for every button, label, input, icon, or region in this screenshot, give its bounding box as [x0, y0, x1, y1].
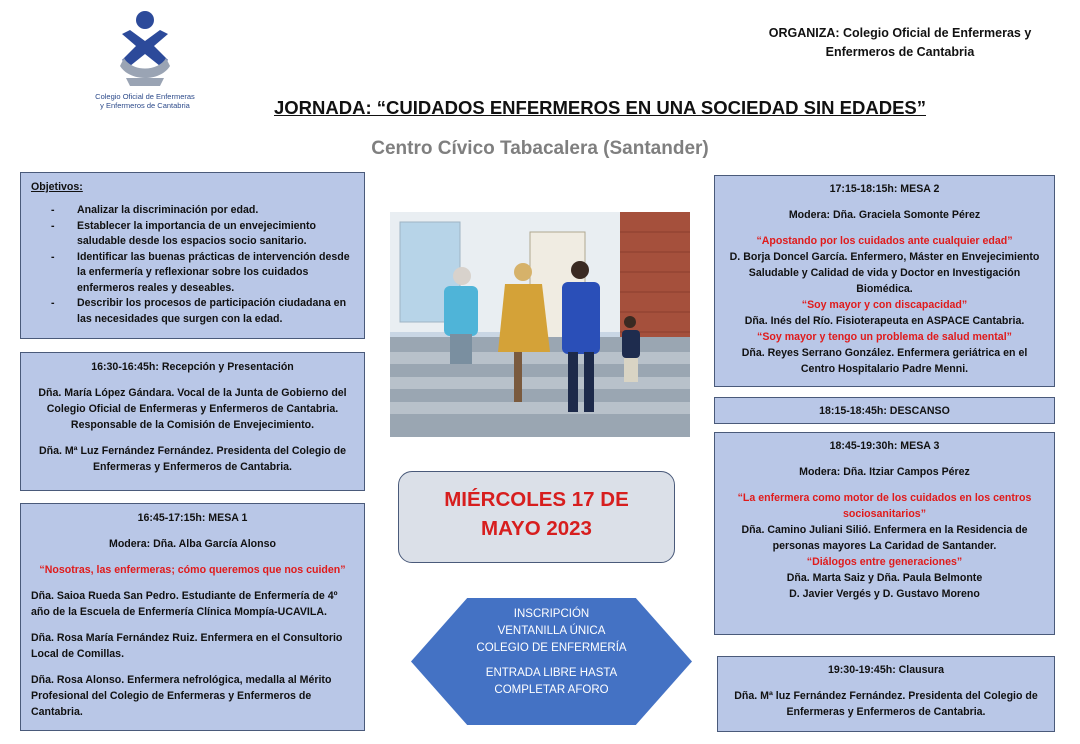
objectives-heading: Objetivos:	[31, 181, 83, 193]
mesa-1-speaker-2: Dña. Rosa María Fernández Ruiz. Enfermera en el Consultorio Local de Comillas.	[31, 632, 343, 660]
event-date-line-1: MIÉRCOLES 17 DE	[444, 488, 629, 511]
mesa-3-speaker-2a: Dña. Marta Saiz y Dña. Paula Belmonte	[786, 572, 983, 584]
mesa-2-topic-1: “Apostando por los cuidados ante cualquier edad”	[756, 235, 1013, 247]
registration-line-2: VENTANILLA ÚNICA	[497, 625, 606, 637]
mesa-1-moderator: Modera: Dña. Alba García Alonso	[109, 538, 276, 550]
event-date-line-2: MAYO 2023	[481, 517, 592, 540]
logo-line-1: Colegio Oficial de Enfermeras	[95, 92, 195, 101]
mesa-2-topic-2: “Soy mayor y con discapacidad”	[801, 299, 968, 311]
registration-hexagon	[411, 598, 692, 725]
reception-box	[20, 352, 365, 491]
organizer-line-1: ORGANIZA: Colegio Oficial de Enfermeras y	[768, 26, 1032, 40]
closing-speaker: Dña. Mª luz Fernández Fernández. Presidenta del Colegio de Enfermeras y Enfermeros de Cantabria.	[734, 690, 1038, 718]
closing-box	[717, 656, 1055, 732]
mesa-1-topic: “Nosotras, las enfermeras; cómo queremos que nos cuiden”	[39, 564, 346, 576]
mesa-3-heading: 18:45-19:30h: MESA 3	[829, 440, 940, 452]
objective-item: - Describir los procesos de participación ciudadana en las necesidades que surgen con la edad.	[31, 296, 354, 327]
registration-line-1: INSCRIPCIÓN	[513, 608, 590, 620]
mesa-3-topic-2: “Diálogos entre generaciones”	[806, 556, 963, 568]
registration-line-3: COLEGIO DE ENFERMERÍA	[476, 642, 627, 654]
organizer-line-2: Enfermeros de Cantabria	[825, 45, 975, 59]
mesa-2-speaker-1: D. Borja Doncel García. Enfermero, Máster en Envejecimiento Saludable y Calidad de vida y Doctor en Investigación Biomédica.	[729, 251, 1040, 295]
mesa-1-speaker-1: Dña. Saioa Rueda San Pedro. Estudiante de Enfermería de 4º año de la Escuela de Enfermería Clínica Mompía-UCAVILA.	[31, 590, 338, 618]
break-heading: 18:15-18:45h: DESCANSO	[819, 405, 950, 417]
mesa-2-topic-3: “Soy mayor y tengo un problema de salud mental”	[757, 331, 1012, 343]
mesa-3-speaker-1: Dña. Camino Juliani Silió. Enfermera en la Residencia de personas mayores La Caridad de Santander.	[741, 524, 1028, 552]
mesa-2-speaker-2: Dña. Inés del Río. Fisioterapeuta en ASPACE Cantabria.	[744, 315, 1025, 327]
organizer	[740, 24, 1060, 62]
reception-speaker-2: Dña. Mª Luz Fernández Fernández. Presidenta del Colegio de Enfermeras y Enfermeros de Cantabria.	[38, 445, 347, 473]
mesa-2-moderator: Modera: Dña. Graciela Somonte Pérez	[788, 209, 981, 221]
mesa-3-topic-1: “La enfermera como motor de los cuidados en los centros sociosanitarios”	[737, 492, 1032, 520]
mesa-3-speaker-2b: D. Javier Vergés y D. Gustavo Moreno	[789, 588, 980, 600]
objective-item: - Establecer la importancia de un envejecimiento saludable desde los espacios socio sanitario.	[31, 219, 354, 250]
mesa-1-heading: 16:45-17:15h: MESA 1	[137, 512, 248, 524]
objective-item: - Analizar la discriminación por edad.	[31, 203, 354, 219]
mesa-3-moderator: Modera: Dña. Itziar Campos Pérez	[799, 466, 970, 478]
mesa-1-box	[20, 503, 365, 731]
registration-line-5: COMPLETAR AFORO	[494, 684, 609, 696]
event-date	[398, 471, 675, 563]
page-title: JORNADA: “CUIDADOS ENFERMEROS EN UNA SOCIEDAD SIN EDADES”	[273, 97, 926, 118]
objective-item: - Identificar las buenas prácticas de intervención desde la enfermería y reflexionar sobre los cuidados enfermeros reales y deseables.	[31, 250, 354, 297]
nursing-college-logo-icon	[112, 8, 178, 90]
mesa-3-box	[714, 432, 1055, 635]
objectives-box	[20, 172, 365, 339]
venue-subtitle: Centro Cívico Tabacalera (Santander)	[371, 138, 709, 159]
family-walking-photo	[390, 212, 690, 437]
objectives-list	[31, 203, 354, 327]
reception-heading: 16:30-16:45h: Recepción y Presentación	[91, 361, 294, 373]
mesa-1-speaker-3: Dña. Rosa Alonso. Enfermera nefrológica, medalla al Mérito Profesional del Colegio de Enfermeras y Enfermeros de Cantabria.	[31, 674, 332, 718]
mesa-2-speaker-3: Dña. Reyes Serrano González. Enfermera geriátrica en el Centro Hospitalario Padre Menni.	[741, 347, 1028, 375]
mesa-2-heading: 17:15-18:15h: MESA 2	[829, 183, 940, 195]
break-box	[714, 397, 1055, 424]
reception-speaker-1: Dña. María López Gándara. Vocal de la Junta de Gobierno del Colegio Oficial de Enfermeras y Enfermeros de Cantabria. Responsable de la Comisión de Envejecimiento.	[38, 387, 347, 431]
mesa-2-box	[714, 175, 1055, 387]
family-walking-photo-icon	[390, 212, 690, 437]
closing-heading: 19:30-19:45h: Clausura	[828, 664, 944, 676]
logo-line-2: y Enfermeros de Cantabria	[100, 101, 190, 110]
registration-line-4: ENTRADA LIBRE HASTA	[485, 667, 618, 679]
logo	[90, 8, 200, 123]
